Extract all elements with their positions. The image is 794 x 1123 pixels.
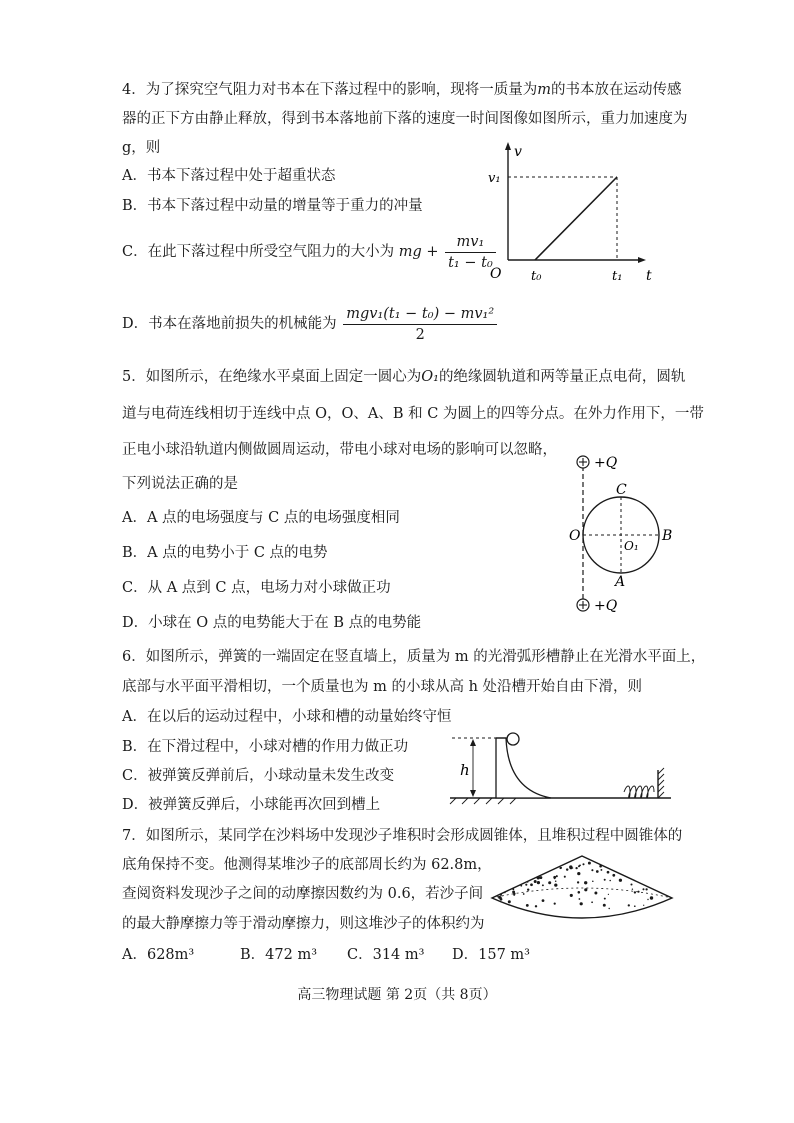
center-o1-label: O₁ xyxy=(624,539,639,553)
spring-icon xyxy=(624,786,654,798)
sand-grain xyxy=(599,865,602,868)
sand-grain xyxy=(527,881,528,882)
q5-stem-line1: 5．如图所示，在绝缘水平桌面上固定一圆心为O₁的绝缘圆轨道和两等量正点电荷，圆轨 xyxy=(122,369,686,385)
sand-grain xyxy=(548,881,551,884)
q6-option-a: A．在以后的运动过程中，小球和槽的动量始终守恒 xyxy=(122,709,452,725)
sand-grain xyxy=(592,881,594,883)
q6-option-c: C．被弹簧反弹前后，小球动量未发生改变 xyxy=(122,768,395,784)
sand-grain xyxy=(577,872,580,875)
sand-grain xyxy=(612,874,615,877)
sand-grain xyxy=(542,884,544,886)
point-b-label: B xyxy=(662,528,673,544)
t0-label: t₀ xyxy=(531,269,542,284)
sand-grain xyxy=(619,879,622,882)
q4-option-c-fraction: $\frac{\text{mv₁}}{\text{t₁ − t₀}}$ xyxy=(445,233,496,272)
q6-option-b: B．在下滑过程中，小球对槽的作用力做正功 xyxy=(122,739,409,755)
velocity-line xyxy=(535,177,617,260)
height-h-label: h xyxy=(460,761,470,779)
q7-option-b: B．472 m³ xyxy=(240,947,318,963)
q5-stem-line3: 正电小球沿轨道内侧做圆周运动，带电小球对电场的影响可以忽略， xyxy=(122,442,557,458)
sand-grain xyxy=(559,867,561,869)
ball-icon xyxy=(507,733,519,745)
v-axis-arrow xyxy=(505,142,511,150)
sand-grain xyxy=(566,868,568,870)
point-c-label: C xyxy=(616,482,627,498)
q5-option-a: A．A 点的电场强度与 C 点的电场强度相同 xyxy=(122,510,400,526)
q4-option-d: D．书本在落地前损失的机械能为 $\frac{\text{mgv₁(t₁ − t₀) − mv₁²}}{2}$ xyxy=(122,302,499,346)
q7-option-c: C．314 m³ xyxy=(347,947,425,963)
q7-option-d: D．157 m³ xyxy=(452,947,530,963)
sand-grain xyxy=(643,905,644,906)
sand-grain xyxy=(523,893,525,895)
sand-grain xyxy=(608,908,609,909)
q7-stem-line2: 底角保持不变。他测得某堆沙子的底部周长约为 62.8m， xyxy=(122,857,492,873)
q4-option-a: A．书本下落过程中处于超重状态 xyxy=(122,168,336,184)
q5-charge-circle-figure xyxy=(568,450,708,620)
sand-grain xyxy=(609,880,611,882)
sand-grain xyxy=(534,881,536,883)
sand-grain xyxy=(542,899,545,902)
q4-option-d-fraction: $\frac{\text{mgv₁(t₁ − t₀) − mv₁²}}{2}$ xyxy=(343,305,497,344)
t-axis-label: t xyxy=(646,268,652,284)
sand-grain xyxy=(539,876,542,879)
sand-grain xyxy=(607,871,610,874)
sand-grain xyxy=(591,901,593,903)
sand-grain xyxy=(628,904,630,906)
q7-option-a: A．628m³ xyxy=(122,947,195,963)
sand-grain xyxy=(564,876,566,878)
sand-grain xyxy=(642,888,644,890)
sand-grain xyxy=(520,885,522,887)
q7-stem-line1: 7．如图所示，某同学在沙料场中发现沙子堆积时会形成圆锥体，且堆积过程中圆锥体的 xyxy=(122,828,683,844)
t1-label: t₁ xyxy=(612,269,623,284)
sand-grain xyxy=(578,891,581,894)
q4-stem-line1: 4．为了探究空气阻力对书本在下落过程中的影响，现将一质量为m的书本放在运动传感 xyxy=(122,82,682,98)
q5-option-b: B．A 点的电势小于 C 点的电势 xyxy=(122,545,328,561)
q5-option-d: D．小球在 O 点的电势能大于在 B 点的电势能 xyxy=(122,615,422,631)
sand-grain xyxy=(512,890,515,893)
sand-grain xyxy=(555,881,556,882)
v1-label: v₁ xyxy=(488,171,501,186)
q6-groove-spring-figure xyxy=(446,730,676,805)
sand-grain xyxy=(578,865,580,867)
sand-grain xyxy=(634,905,636,907)
sand-grain xyxy=(535,905,537,907)
q5-stem-line2: 道与电荷连线相切于连线中点 O，O、A、B 和 C 为圆上的四等分点。在外力作用下，一带 xyxy=(122,406,704,422)
sand-grain xyxy=(634,891,636,893)
sand-grain xyxy=(604,879,606,881)
sand-grain xyxy=(580,902,583,905)
sand-grain xyxy=(537,881,540,884)
sand-grain xyxy=(645,888,647,890)
ground-hatching xyxy=(450,798,516,804)
top-charge-label: +Q xyxy=(594,455,618,471)
v-axis-label: v xyxy=(514,144,522,160)
arc-groove xyxy=(496,738,551,798)
sand-grain xyxy=(556,875,558,877)
sand-grain xyxy=(570,894,573,897)
q6-option-d: D．被弹簧反弹后，小球能再次回到槽上 xyxy=(122,797,381,813)
q6-stem-line1: 6．如图所示，弹簧的一端固定在竖直墙上，质量为 m 的光滑弧形槽静止在光滑水平面上， xyxy=(122,649,706,665)
sand-grain xyxy=(596,870,599,873)
sand-grain xyxy=(608,894,609,895)
t-axis-arrow xyxy=(638,257,646,263)
q6-stem-line2: 底部与水平面平滑相切，一个质量也为 m 的小球从高 h 处沿槽开始自由下滑，则 xyxy=(122,679,643,695)
sand-grain xyxy=(594,892,597,895)
sand-grain xyxy=(630,883,632,885)
sand-grain xyxy=(603,904,606,907)
sand-grain xyxy=(584,881,587,884)
sand-grain xyxy=(650,896,653,899)
sand-grain xyxy=(588,862,591,865)
sand-grain xyxy=(525,884,527,886)
sand-grain xyxy=(500,894,502,896)
sand-grain xyxy=(582,863,584,865)
q7-sand-cone-figure xyxy=(488,848,678,938)
q4-option-b: B．书本下落过程中动量的增量等于重力的冲量 xyxy=(122,198,423,214)
bottom-charge-label: +Q xyxy=(594,598,618,614)
sand-grain xyxy=(530,883,533,886)
sand-grain xyxy=(579,898,581,900)
sand-grain xyxy=(554,878,556,880)
sand-grain xyxy=(591,869,593,871)
wall-hatching xyxy=(658,768,664,798)
q4-option-c: C．在此下落过程中所受空气阻力的大小为 mg + $\frac{\text{mv₁}}{\text{t₁ − t₀}}$ xyxy=(122,230,498,274)
sand-grain xyxy=(647,899,648,900)
sand-grain xyxy=(513,894,515,896)
sand-grain xyxy=(504,892,506,894)
q7-stem-line3: 查阅资料发现沙子之间的动摩擦因数约为 0.6，若沙子间 xyxy=(122,886,484,902)
sand-cone xyxy=(492,856,672,918)
q5-stem-line4: 下列说法正确的是 xyxy=(122,476,238,492)
sand-grain xyxy=(554,883,557,886)
origin-label: O xyxy=(490,266,502,282)
sand-grain xyxy=(600,869,602,871)
sand-grain xyxy=(537,876,540,879)
sand-grain xyxy=(569,866,572,869)
sand-grain xyxy=(637,891,639,893)
q4-stem-line2: 器的正下方由静止释放，得到书本落地前下落的速度一时间图像如图所示，重力加速度为 xyxy=(122,111,688,127)
sand-grain xyxy=(527,888,529,890)
page-footer: 高三物理试题 第 2页（共 8页） xyxy=(297,987,497,1003)
sand-grain xyxy=(577,881,579,883)
q5-option-c: C．从 A 点到 C 点，电场力对小球做正功 xyxy=(122,580,391,596)
sand-grain xyxy=(512,888,514,890)
q4-velocity-time-graph xyxy=(478,140,678,290)
q4-stem-line3: g，则 xyxy=(122,140,161,156)
sand-grain xyxy=(632,889,633,890)
sand-grain xyxy=(508,900,511,903)
sand-grain xyxy=(604,898,606,900)
sand-grain xyxy=(526,904,529,907)
sand-grain xyxy=(500,898,503,901)
sand-grain xyxy=(554,903,556,905)
q7-stem-line4: 的最大静摩擦力等于滑动摩擦力，则这堆沙子的体积约为 xyxy=(122,916,485,932)
point-o-label: O xyxy=(569,528,581,544)
sand-grain xyxy=(584,888,587,891)
sand-grain xyxy=(575,867,577,869)
point-a-label: A xyxy=(615,574,626,590)
